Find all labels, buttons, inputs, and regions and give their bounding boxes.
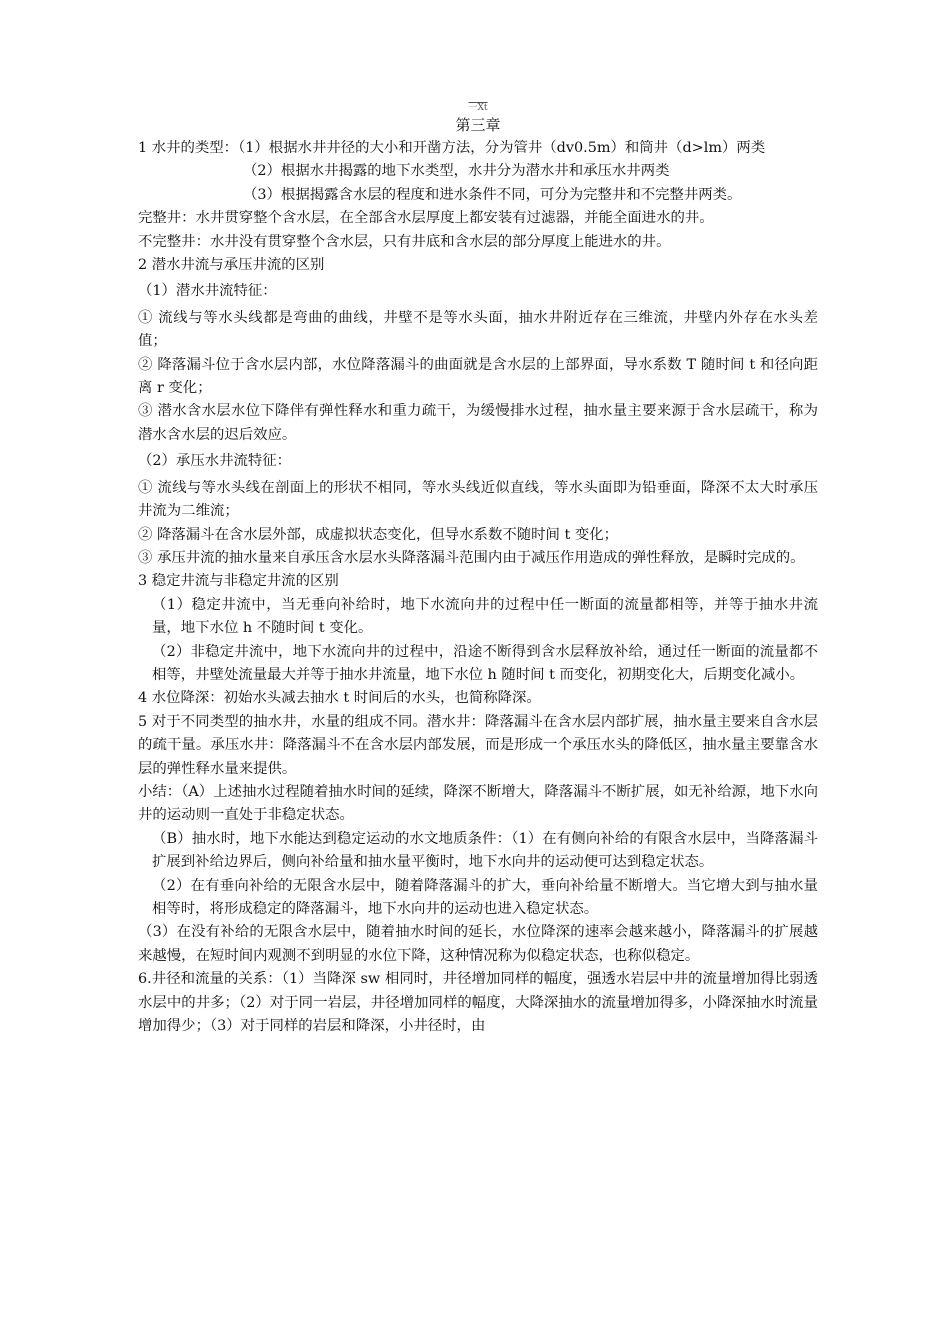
paragraph-summary-b3: （3）在没有补给的无限含水层中，随着抽水时间的延长，水位降深的速率会越来越小，降落漏斗的扩展越来越慢，在短时间内观测不到明显的水位下降，这种情况称为似稳定状态，也称似稳定。 [138,924,818,964]
list-item: ② 降落漏斗位于含水层内部，水位降落漏斗的曲面就是含水层的上部界面，导水系数 T 随时间 t 和径向距离 r 变化； [138,356,818,397]
header-mark: 一Xt [468,103,488,113]
list-item: ② 降落漏斗在含水层外部，成虚拟状态变化，但导水系数不随时间 t 变化； [138,526,619,543]
paragraph-well-types-2: （2）根据水井揭露的地下水类型，水井分为潜水井和承压水井两类 [243,163,670,180]
paragraph-summary-a: 小结：（A）上述抽水过程随着抽水时间的延续，降深不断增大，降落漏斗不断扩展，如无补给源，地下水向井的运动则一直处于非稳定状态。 [138,783,818,824]
subheading-phreatic: （1）潜水井流特征： [138,283,277,300]
paragraph-well-types-3: （3）根据揭露含水层的程度和进水条件不同，可分为完整井和不完整井两类。 [243,186,742,203]
chapter-title: 第三章 [455,116,501,134]
list-item: ① 流线与等水头线都是弯曲的曲线，井壁不是等水头面，抽水井附近存在三维流，井壁内外存在水头差值； [138,309,818,350]
paragraph-water-composition: 5 对于不同类型的抽水井，水量的组成不同。潜水井：降落漏斗在含水层内部扩展，抽水量主要来自含水层的疏干量。承压水井：降落漏斗不在含水层内部发展，而是形成一个承压水头的降低区，抽水量主要靠含水层的弹性释水量来提供。 [138,713,818,777]
paragraph-drawdown: 4 水位降深：初始水头减去抽水 t 时间后的水头，也简称降深。 [138,690,541,707]
section-heading-2: 2 潜水井流与承压井流的区别 [138,257,325,274]
list-item: ① 流线与等水头线在剖面上的形状不相同，等水头线近似直线，等水头面即为铅垂面，降深不太大时承压井流为二维流； [138,479,818,520]
document-page [138,102,818,1038]
paragraph-diameter-flow: 6.井径和流量的关系：（1）当降深 sw 相同时，井径增加同样的幅度，强透水岩层中井的流量增加得比弱透水层中的井多；（2）对于同一岩层，井径增加同样的幅度，大降深抽水的流量增加得多，小降深抽水时流量增加得少；（3）对于同样的岩层和降深，小井径时，由 [138,971,818,1035]
paragraph-unsteady-flow: （2）非稳定井流中，地下水流向井的过程中，沿途不断得到含水层释放补给，通过任一断面的流量都不相等，井壁处流量最大并等于抽水井流量，地下水位 h 随时间 t 而变化，初期变化大，后期变化减小。 [152,643,818,683]
paragraph-complete-well: 完整井：水井贯穿整个含水层，在全部含水层厚度上都安装有过滤器，并能全面进水的井。 [138,210,714,227]
paragraph-well-types: 1 水井的类型：（1）根据水井井径的大小和开凿方法，分为管井（dv0.5m）和筒井（d>lm）两类 [138,140,766,156]
section-heading-3: 3 稳定井流与非稳定井流的区别 [138,573,339,590]
paragraph-steady-flow: （1）稳定井流中，当无垂向补给时，地下水流向井的过程中任一断面的流量都相等，并等于抽水井流量，地下水位 h 不随时间 t 变化。 [152,596,818,637]
paragraph-incomplete-well: 不完整井：水井没有贯穿整个含水层，只有井底和含水层的部分厚度上能进水的井。 [138,233,671,250]
list-item: ③ 潜水含水层水位下降伴有弹性释水和重力疏干，为缓慢排水过程，抽水量主要来源于含水层疏干，称为潜水含水层的迟后效应。 [138,403,818,443]
paragraph-summary-b2: （2）在有垂向补给的无限含水层中，随着降落漏斗的扩大，垂向补给量不断增大。当它增大到与抽水量相等时，将形成稳定的降落漏斗，地下水向井的运动也进入稳定状态。 [152,877,818,917]
list-item: ③ 承压井流的抽水量来自承压含水层水头降落漏斗范围内由于减压作用造成的弹性释放，是瞬时完成的。 [138,549,805,566]
paragraph-summary-b: （B）抽水时，地下水能达到稳定运动的水文地质条件：（1）在有侧向补给的有限含水层中，当降落漏斗扩展到补给边界后，侧向补给量和抽水量平衡时，地下水向井的运动便可达到稳定状态。 [152,830,818,871]
subheading-confined: （2）承压水井流特征： [138,453,292,470]
